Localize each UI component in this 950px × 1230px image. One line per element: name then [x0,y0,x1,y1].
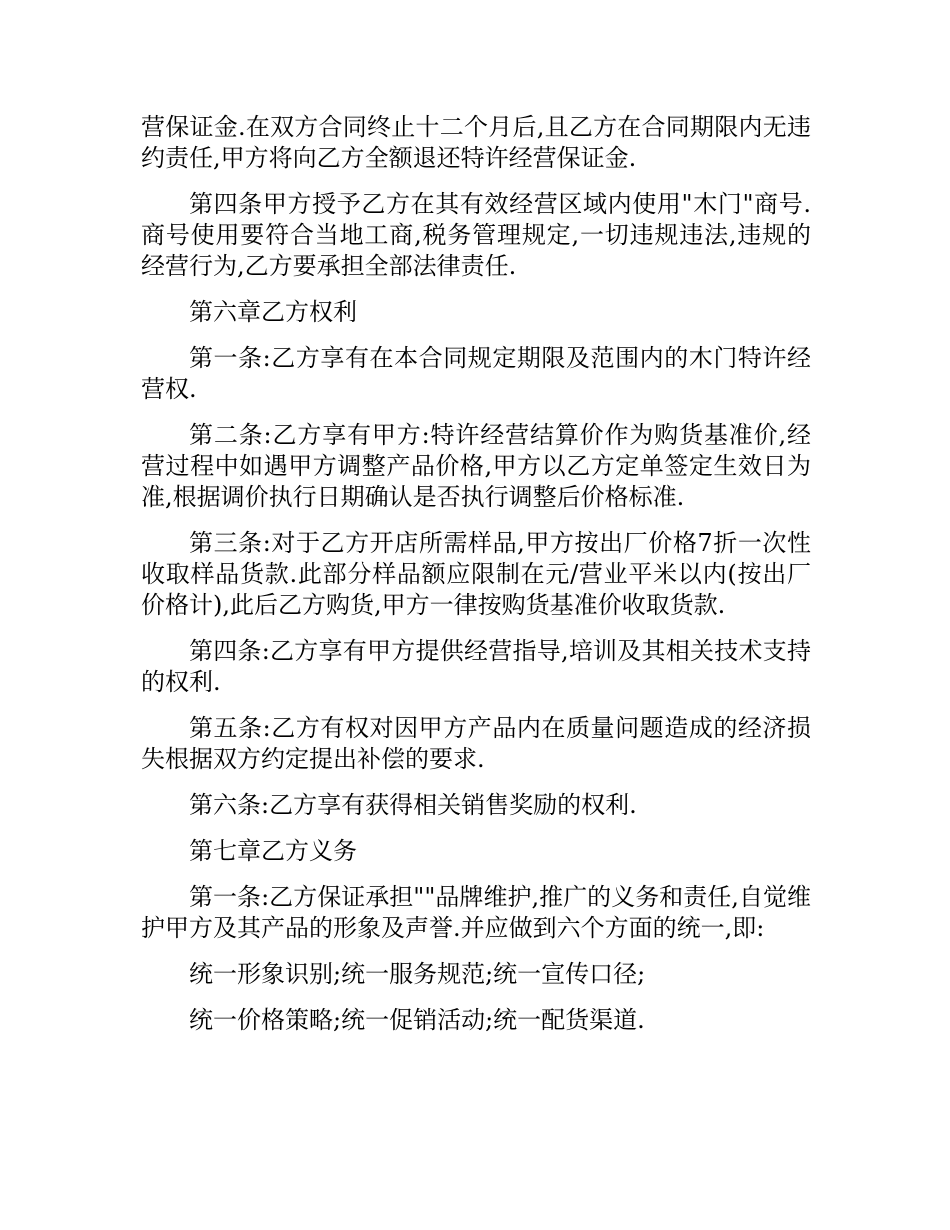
paragraph: 营保证金.在双方合同终止十二个月后,且乙方在合同期限内无违约责任,甲方将向乙方全额退还特许经营保证金. [141,113,811,172]
paragraph: 统一形象识别;统一服务规范;统一宣传口径; [189,960,646,988]
paragraph: 统一价格策略;统一促销活动;统一配货渠道. [189,1006,645,1034]
paragraph: 第三条:对于乙方开店所需样品,甲方按出厂价格7折一次性收取样品货款.此部分样品额应限制在元/营业平米以内(按出厂价格计),此后乙方购货,甲方一律按购货基准价收取货款. [141,529,811,619]
paragraph: 第五条:乙方有权对因甲方产品内在质量问题造成的经济损失根据双方约定提出补偿的要求. [141,714,811,773]
paragraph: 第一条:乙方享有在本合同规定期限及范围内的木门特许经营权. [141,344,811,403]
paragraph: 第六条:乙方享有获得相关销售奖励的权利. [189,791,637,819]
chapter-heading: 第七章乙方义务 [189,837,357,865]
chapter-heading: 第六章乙方权利 [189,298,357,326]
document-body [141,112,811,1051]
paragraph: 第一条:乙方保证承担""品牌维护,推广的义务和责任,自觉维护甲方及其产品的形象及声誉.并应做到六个方面的统一,即: [141,883,811,942]
paragraph: 第四条:乙方享有甲方提供经营指导,培训及其相关技术支持的权利. [141,637,811,696]
paragraph: 第四条甲方授予乙方在其有效经营区域内使用"木门"商号.商号使用要符合当地工商,税务管理规定,一切违规违法,违规的经营行为,乙方要承担全部法律责任. [141,190,811,280]
paragraph: 第二条:乙方享有甲方:特许经营结算价作为购货基准价,经营过程中如遇甲方调整产品价格,甲方以乙方定单签定生效日为准,根据调价执行日期确认是否执行调整后价格标准. [141,421,811,511]
